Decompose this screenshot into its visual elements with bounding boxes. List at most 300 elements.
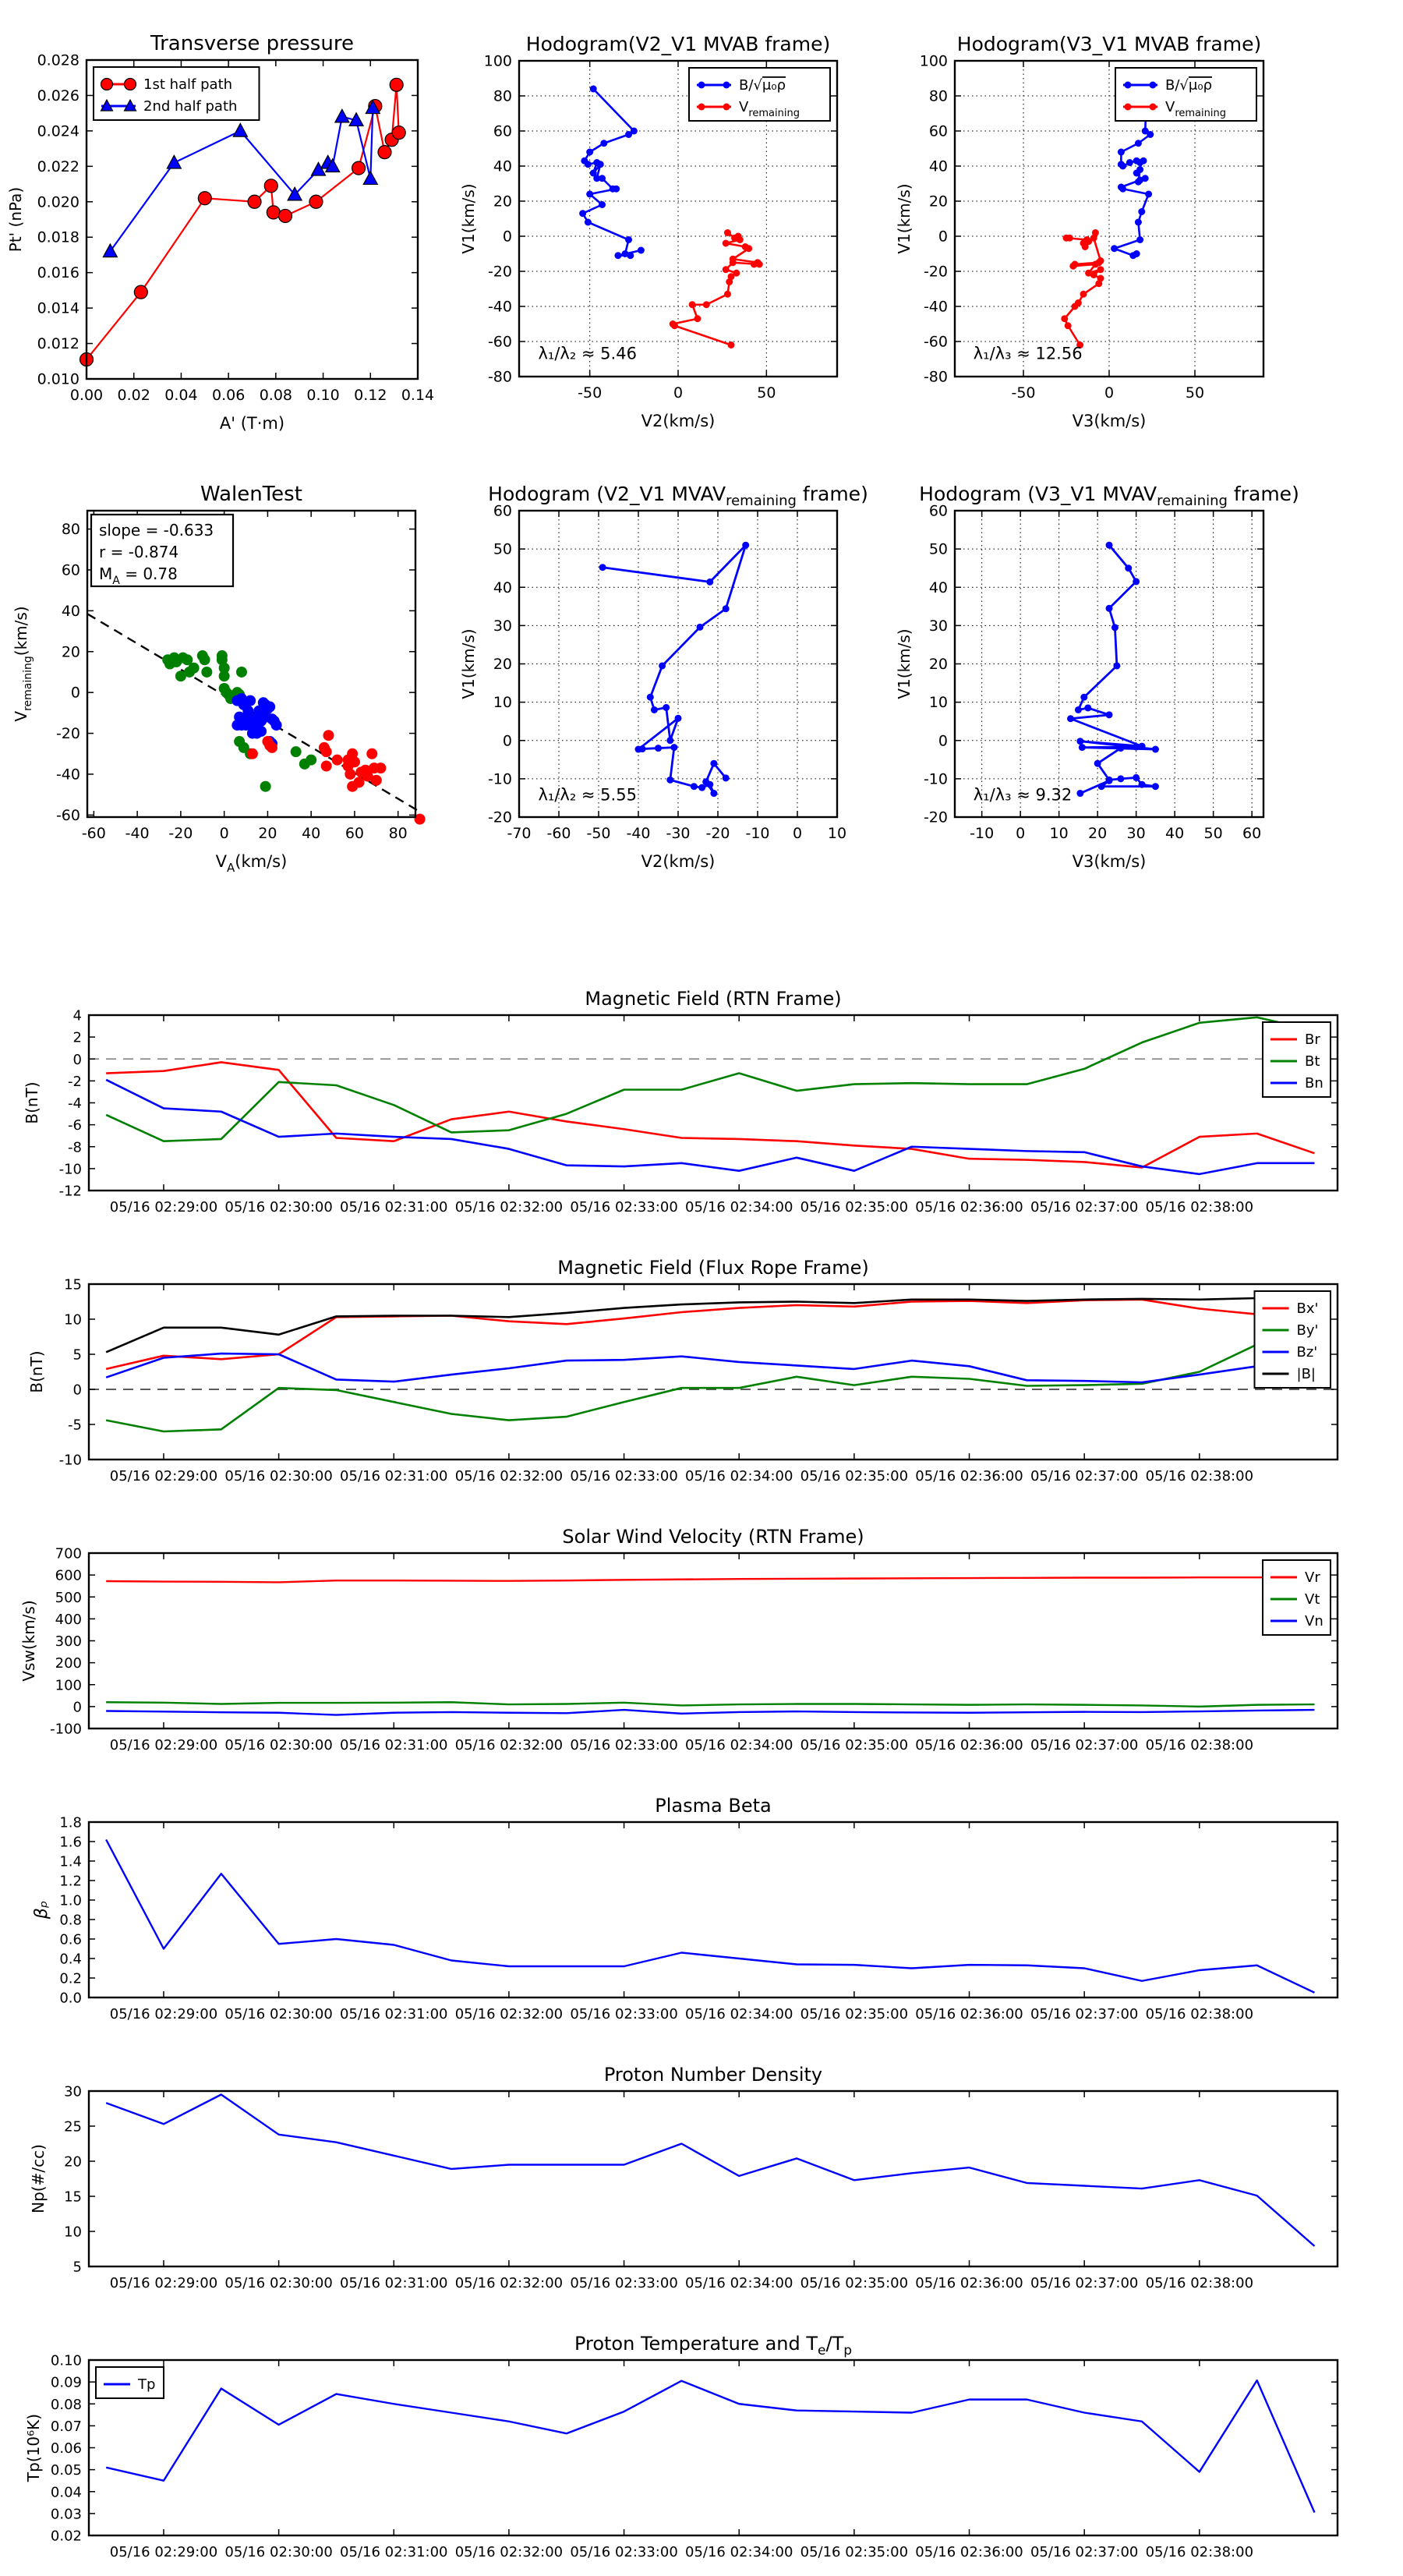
svg-text:-70: -70 xyxy=(507,825,532,842)
svg-text:05/16 02:37:00: 05/16 02:37:00 xyxy=(1030,1737,1139,1753)
svg-text:05/16 02:30:00: 05/16 02:30:00 xyxy=(224,1468,333,1484)
svg-text:05/16 02:32:00: 05/16 02:32:00 xyxy=(454,2544,564,2560)
svg-text:05/16 02:30:00: 05/16 02:30:00 xyxy=(224,2006,333,2022)
svg-text:0.04: 0.04 xyxy=(164,387,198,404)
svg-text:0.02: 0.02 xyxy=(50,2528,82,2545)
svg-text:-60: -60 xyxy=(81,825,106,842)
ts_rtn-axis-frame xyxy=(89,1015,1338,1191)
svg-text:0.026: 0.026 xyxy=(37,87,80,104)
ts_flux-series-Bz'-line xyxy=(106,1353,1314,1382)
svg-text:0: 0 xyxy=(72,1382,82,1399)
svg-text:50: 50 xyxy=(757,384,776,402)
h2-annotation: λ₁/λ₃ ≈ 12.56 xyxy=(973,344,1083,363)
ts_rtn-title: Magnetic Field (RTN Frame) xyxy=(585,988,842,1010)
svg-text:05/16 02:37:00: 05/16 02:37:00 xyxy=(1030,1199,1139,1215)
svg-text:100: 100 xyxy=(55,1677,82,1694)
tp-y-axis-label: Pt' (nPa) xyxy=(6,186,25,253)
svg-text:05/16 02:33:00: 05/16 02:33:00 xyxy=(570,1199,678,1215)
h3-x-axis-label: V2(km/s) xyxy=(641,852,716,871)
plot-h2 xyxy=(895,33,1263,430)
svg-text:slope = -0.633: slope = -0.633 xyxy=(99,521,214,540)
h3-annotation: λ₁/λ₂ ≈ 5.55 xyxy=(538,785,637,805)
svg-text:0.014: 0.014 xyxy=(37,299,80,317)
svg-text:0.8: 0.8 xyxy=(59,1912,82,1929)
svg-text:05/16 02:31:00: 05/16 02:31:00 xyxy=(340,2544,448,2560)
ts_np-ticks xyxy=(89,2091,1338,2266)
svg-text:0: 0 xyxy=(502,732,512,750)
plot-ts_flux xyxy=(27,1257,1338,1484)
svg-text:10: 10 xyxy=(928,694,948,712)
svg-text:10: 10 xyxy=(827,825,847,842)
ts_vel-title: Solar Wind Velocity (RTN Frame) xyxy=(562,1526,864,1548)
ts_np-tick-labels xyxy=(64,2084,1253,2292)
ts_beta-series-beta_p-line xyxy=(106,1840,1314,1993)
svg-text:0: 0 xyxy=(70,684,80,702)
svg-text:-10: -10 xyxy=(745,825,770,842)
svg-text:500: 500 xyxy=(55,1589,82,1606)
svg-text:50: 50 xyxy=(928,540,948,558)
svg-text:0: 0 xyxy=(1016,825,1026,842)
h4-title: Hodogram (V3_V1 $MVAV_{remaining}$ frame) xyxy=(919,483,1299,509)
svg-text:05/16 02:29:00: 05/16 02:29:00 xyxy=(109,2544,218,2560)
svg-text:05/16 02:35:00: 05/16 02:35:00 xyxy=(800,2275,909,2291)
svg-text:0.08: 0.08 xyxy=(50,2396,82,2413)
ts_tp-tick-labels xyxy=(51,2353,1253,2561)
svg-text:05/16 02:34:00: 05/16 02:34:00 xyxy=(685,1199,793,1215)
svg-text:25: 25 xyxy=(64,2118,82,2135)
ts_flux-title: Magnetic Field (Flux Rope Frame) xyxy=(557,1257,869,1279)
svg-text:0.6: 0.6 xyxy=(59,1931,82,1948)
svg-text:05/16 02:32:00: 05/16 02:32:00 xyxy=(454,1468,564,1484)
h2-legend xyxy=(1115,68,1256,121)
svg-text:05/16 02:32:00: 05/16 02:32:00 xyxy=(454,1737,564,1753)
svg-text:05/16 02:32:00: 05/16 02:32:00 xyxy=(454,2006,564,2022)
svg-text:0.022: 0.022 xyxy=(37,157,80,175)
svg-text:0: 0 xyxy=(938,732,948,750)
svg-text:05/16 02:29:00: 05/16 02:29:00 xyxy=(109,1737,218,1753)
svg-text:40: 40 xyxy=(928,157,948,175)
ts_vel-y-axis-label: Vsw(km/s) xyxy=(19,1600,38,1682)
svg-text:05/16 02:37:00: 05/16 02:37:00 xyxy=(1030,2544,1139,2560)
svg-text:0.4: 0.4 xyxy=(59,1951,82,1968)
ts_rtn-y-axis-label: B(nT) xyxy=(23,1081,41,1124)
h1-series-Vrem-markers xyxy=(670,229,763,349)
h4-grid xyxy=(955,511,1263,817)
svg-text:0.024: 0.024 xyxy=(37,122,80,140)
svg-text:1.2: 1.2 xyxy=(59,1873,82,1890)
svg-text:60: 60 xyxy=(493,122,512,140)
svg-text:MA = 0.78: $M_A = 0.78$ xyxy=(99,564,178,587)
ts_flux-legend-label: By' xyxy=(1296,1322,1319,1339)
svg-text:05/16 02:38:00: 05/16 02:38:00 xyxy=(1145,2544,1254,2560)
tp-legend xyxy=(94,67,260,120)
svg-text:15: 15 xyxy=(64,1276,82,1293)
ts_rtn-legend-label: Bt xyxy=(1305,1053,1320,1070)
svg-text:5: 5 xyxy=(72,2259,82,2276)
svg-text:30: 30 xyxy=(64,2083,82,2100)
svg-text:30: 30 xyxy=(1126,825,1146,842)
svg-text:05/16 02:36:00: 05/16 02:36:00 xyxy=(915,2275,1023,2291)
svg-text:20: 20 xyxy=(61,643,80,661)
svg-text:-8: -8 xyxy=(68,1139,82,1156)
svg-text:-10: -10 xyxy=(970,825,995,842)
svg-text:0.028: 0.028 xyxy=(37,51,80,69)
svg-text:0.06: 0.06 xyxy=(211,387,246,404)
svg-text:1.6: 1.6 xyxy=(59,1834,82,1851)
svg-text:05/16 02:34:00: 05/16 02:34:00 xyxy=(685,1468,793,1484)
svg-text:05/16 02:34:00: 05/16 02:34:00 xyxy=(685,2006,793,2022)
ts_rtn-legend-label: Br xyxy=(1305,1031,1320,1048)
ts_flux-series-|B|-line xyxy=(106,1298,1314,1352)
plot-ts_rtn xyxy=(23,988,1338,1215)
svg-text:05/16 02:38:00: 05/16 02:38:00 xyxy=(1145,1737,1254,1753)
svg-text:05/16 02:33:00: 05/16 02:33:00 xyxy=(570,1468,678,1484)
ts_np-title: Proton Number Density xyxy=(603,2064,823,2086)
svg-text:0.14: 0.14 xyxy=(401,387,435,404)
plot-ts_tp xyxy=(24,2333,1338,2560)
ts_tp-series-Tp-line xyxy=(106,2380,1314,2512)
walen-y-axis-label: $V_{remaining}(km/s)$ xyxy=(12,606,34,722)
svg-text:-20: -20 xyxy=(923,263,948,281)
svg-text:0.10: 0.10 xyxy=(306,387,340,404)
ts_rtn-series-Br-line xyxy=(106,1062,1314,1167)
plot-walen xyxy=(12,483,426,875)
plot-ts_beta xyxy=(32,1795,1338,2022)
svg-text:20: 20 xyxy=(1088,825,1108,842)
ts_vel-legend-label: Vr xyxy=(1305,1569,1320,1586)
svg-text:0.04: 0.04 xyxy=(50,2484,82,2501)
svg-text:2: 2 xyxy=(72,1029,82,1046)
h4-annotation: λ₁/λ₃ ≈ 9.32 xyxy=(973,785,1073,805)
svg-text:40: 40 xyxy=(493,579,512,596)
h2-legend-label: B/√μ₀ρ xyxy=(1165,77,1212,94)
h3-series-V-line xyxy=(603,545,746,793)
svg-text:0: 0 xyxy=(219,825,229,842)
svg-text:05/16 02:31:00: 05/16 02:31:00 xyxy=(340,1199,448,1215)
svg-text:05/16 02:29:00: 05/16 02:29:00 xyxy=(109,2006,218,2022)
h3-y-axis-label: V1(km/s) xyxy=(459,628,478,699)
ts_vel-series-Vn-line xyxy=(106,1710,1314,1714)
svg-text:40: 40 xyxy=(493,157,512,175)
svg-text:0.0: 0.0 xyxy=(59,1990,82,2007)
svg-text:05/16 02:33:00: 05/16 02:33:00 xyxy=(570,2544,678,2560)
svg-text:05/16 02:38:00: 05/16 02:38:00 xyxy=(1145,2006,1254,2022)
svg-text:5: 5 xyxy=(72,1346,82,1364)
ts_beta-ticks xyxy=(89,1822,1338,1997)
svg-text:-60: -60 xyxy=(55,806,80,824)
svg-text:0.00: 0.00 xyxy=(69,387,104,404)
svg-text:05/16 02:38:00: 05/16 02:38:00 xyxy=(1145,1468,1254,1484)
svg-text:60: 60 xyxy=(345,825,365,842)
svg-text:60: 60 xyxy=(493,502,512,520)
svg-text:60: 60 xyxy=(1242,825,1262,842)
svg-text:05/16 02:32:00: 05/16 02:32:00 xyxy=(454,2275,564,2291)
svg-text:0.09: 0.09 xyxy=(50,2374,82,2391)
svg-text:05/16 02:31:00: 05/16 02:31:00 xyxy=(340,1737,448,1753)
svg-text:200: 200 xyxy=(55,1655,82,1672)
svg-text:100: 100 xyxy=(919,52,948,70)
tp-legend-label: 1st half path xyxy=(143,76,233,93)
svg-text:0.10: 0.10 xyxy=(50,2352,82,2369)
ts_vel-series-Vt-line xyxy=(106,1702,1314,1707)
svg-text:05/16 02:37:00: 05/16 02:37:00 xyxy=(1030,2275,1139,2291)
svg-text:20: 20 xyxy=(493,656,512,673)
svg-text:05/16 02:35:00: 05/16 02:35:00 xyxy=(800,1199,909,1215)
h2-series-Vrem-markers xyxy=(1061,229,1104,349)
walen-x-axis-label: $V_A(km/s)$ xyxy=(215,852,288,875)
ts_rtn-legend xyxy=(1263,1022,1331,1097)
plot-h3 xyxy=(459,483,868,871)
svg-text:0.010: 0.010 xyxy=(37,370,80,388)
ts_beta-title: Plasma Beta xyxy=(655,1795,772,1817)
svg-text:05/16 02:37:00: 05/16 02:37:00 xyxy=(1030,1468,1139,1484)
svg-text:-40: -40 xyxy=(923,298,948,316)
h1-x-axis-label: V2(km/s) xyxy=(641,412,716,430)
ts_np-y-axis-label: Np(#/cc) xyxy=(29,2144,48,2213)
h4-x-axis-label: V3(km/s) xyxy=(1072,852,1147,871)
ts_rtn-tick-labels xyxy=(59,1008,1253,1216)
svg-text:10: 10 xyxy=(64,1311,82,1329)
h1-legend-label: B/√μ₀ρ xyxy=(739,77,786,94)
ts_flux-legend-label: Bz' xyxy=(1296,1344,1318,1361)
plot-h4 xyxy=(895,483,1299,871)
h3-grid xyxy=(519,511,837,817)
svg-text:20: 20 xyxy=(928,193,948,211)
h1-legend xyxy=(689,68,830,121)
svg-text:-60: -60 xyxy=(546,825,571,842)
svg-text:-20: -20 xyxy=(168,825,193,842)
svg-text:40: 40 xyxy=(61,602,80,620)
ts_beta-tick-labels xyxy=(59,1815,1253,2023)
svg-text:-50: -50 xyxy=(586,825,611,842)
ts_beta-y-axis-label: βₚ xyxy=(32,1900,51,1920)
svg-text:1.4: 1.4 xyxy=(59,1853,82,1870)
svg-text:05/16 02:36:00: 05/16 02:36:00 xyxy=(915,2006,1023,2022)
svg-text:-2: -2 xyxy=(68,1073,82,1090)
tp-x-axis-label: A' (T·m) xyxy=(219,414,285,433)
h2-title: Hodogram(V3_V1 MVAB frame) xyxy=(956,33,1262,55)
svg-text:100: 100 xyxy=(483,52,512,70)
svg-text:60: 60 xyxy=(928,122,948,140)
ts_vel-legend-label: Vt xyxy=(1305,1591,1320,1608)
svg-text:05/16 02:30:00: 05/16 02:30:00 xyxy=(224,1199,333,1215)
svg-text:05/16 02:36:00: 05/16 02:36:00 xyxy=(915,1199,1023,1215)
svg-text:0.2: 0.2 xyxy=(59,1970,82,1987)
walen-title: WalenTest xyxy=(200,483,302,506)
svg-text:300: 300 xyxy=(55,1633,82,1650)
svg-text:400: 400 xyxy=(55,1611,82,1628)
svg-text:05/16 02:35:00: 05/16 02:35:00 xyxy=(800,2006,909,2022)
svg-text:0.05: 0.05 xyxy=(50,2462,82,2479)
svg-text:0.012: 0.012 xyxy=(37,335,80,353)
svg-text:80: 80 xyxy=(388,825,408,842)
svg-text:0: 0 xyxy=(938,228,948,246)
svg-text:05/16 02:38:00: 05/16 02:38:00 xyxy=(1145,1199,1254,1215)
svg-text:0.018: 0.018 xyxy=(37,228,80,246)
svg-text:30: 30 xyxy=(493,617,512,635)
ts_flux-y-axis-label: B(nT) xyxy=(27,1350,46,1393)
ts_rtn-legend-label: Bn xyxy=(1305,1075,1323,1092)
svg-text:600: 600 xyxy=(55,1567,82,1584)
svg-text:20: 20 xyxy=(258,825,277,842)
tp-legend-label: 2nd half path xyxy=(143,98,238,115)
svg-text:80: 80 xyxy=(493,87,512,105)
svg-text:05/16 02:36:00: 05/16 02:36:00 xyxy=(915,2544,1023,2560)
h1-title: Hodogram(V2_V1 MVAB frame) xyxy=(525,33,831,55)
ts_vel-series-Vr-line xyxy=(106,1577,1314,1582)
svg-text:0.03: 0.03 xyxy=(50,2506,82,2523)
svg-text:50: 50 xyxy=(1185,384,1205,402)
svg-text:05/16 02:30:00: 05/16 02:30:00 xyxy=(224,2275,333,2291)
svg-text:-40: -40 xyxy=(487,298,512,316)
h1-annotation: λ₁/λ₂ ≈ 5.46 xyxy=(538,344,637,363)
svg-text:05/16 02:38:00: 05/16 02:38:00 xyxy=(1145,2275,1254,2291)
plot-h1 xyxy=(459,33,837,430)
svg-text:50: 50 xyxy=(493,540,512,558)
svg-text:0.016: 0.016 xyxy=(37,264,80,282)
ts_rtn-ticks xyxy=(89,1015,1338,1191)
svg-text:80: 80 xyxy=(928,87,948,105)
h1-legend-label: $V_{remaining}$ xyxy=(739,99,800,119)
ts_beta-axis-frame xyxy=(89,1822,1338,1997)
svg-text:-80: -80 xyxy=(923,368,948,386)
plot-ts_np xyxy=(29,2064,1338,2291)
svg-text:20: 20 xyxy=(64,2153,82,2171)
svg-text:-60: -60 xyxy=(923,333,948,351)
svg-text:05/16 02:35:00: 05/16 02:35:00 xyxy=(800,1468,909,1484)
ts_vel-legend xyxy=(1263,1560,1331,1635)
svg-text:-40: -40 xyxy=(626,825,651,842)
svg-text:40: 40 xyxy=(928,579,948,596)
svg-text:0.08: 0.08 xyxy=(259,387,293,404)
h4-y-axis-label: V1(km/s) xyxy=(895,628,914,699)
svg-text:05/16 02:36:00: 05/16 02:36:00 xyxy=(915,1468,1023,1484)
svg-text:0: 0 xyxy=(1104,384,1115,402)
svg-text:05/16 02:31:00: 05/16 02:31:00 xyxy=(340,1468,448,1484)
svg-text:05/16 02:35:00: 05/16 02:35:00 xyxy=(800,2544,909,2560)
svg-text:-100: -100 xyxy=(50,1721,82,1738)
svg-text:-40: -40 xyxy=(125,825,150,842)
walen-stats-box xyxy=(91,515,233,587)
ts_tp-ticks xyxy=(89,2360,1338,2535)
svg-text:05/16 02:34:00: 05/16 02:34:00 xyxy=(685,2275,793,2291)
svg-text:4: 4 xyxy=(72,1007,82,1024)
svg-text:-50: -50 xyxy=(578,384,603,402)
svg-text:-20: -20 xyxy=(705,825,730,842)
svg-text:05/16 02:31:00: 05/16 02:31:00 xyxy=(340,2006,448,2022)
svg-text:-20: -20 xyxy=(487,263,512,281)
ts_tp-legend-label: Tp xyxy=(138,2376,156,2393)
svg-text:1.0: 1.0 xyxy=(59,1892,82,1909)
plot-ts_vel xyxy=(19,1526,1338,1753)
svg-text:-5: -5 xyxy=(68,1417,82,1434)
h3-title: Hodogram (V2_V1 $MVAV_{remaining}$ frame) xyxy=(488,483,868,509)
ts_tp-axis-frame xyxy=(89,2360,1338,2535)
svg-text:0.020: 0.020 xyxy=(37,193,80,211)
svg-text:05/16 02:33:00: 05/16 02:33:00 xyxy=(570,1737,678,1753)
h2-y-axis-label: V1(km/s) xyxy=(895,183,914,254)
svg-text:r = -0.874: r = -0.874 xyxy=(99,543,179,561)
svg-text:05/16 02:33:00: 05/16 02:33:00 xyxy=(570,2275,678,2291)
svg-text:60: 60 xyxy=(928,502,948,520)
h2-legend-label: $V_{remaining}$ xyxy=(1165,99,1226,119)
svg-text:05/16 02:29:00: 05/16 02:29:00 xyxy=(109,1199,218,1215)
walen-series-edge-markers xyxy=(247,730,426,824)
svg-text:-20: -20 xyxy=(923,809,948,826)
svg-text:05/16 02:37:00: 05/16 02:37:00 xyxy=(1030,2006,1139,2022)
svg-text:10: 10 xyxy=(1049,825,1069,842)
svg-text:0: 0 xyxy=(673,384,684,402)
svg-text:-60: -60 xyxy=(487,333,512,351)
svg-text:-80: -80 xyxy=(487,368,512,386)
svg-text:05/16 02:30:00: 05/16 02:30:00 xyxy=(224,2544,333,2560)
svg-text:05/16 02:34:00: 05/16 02:34:00 xyxy=(685,2544,793,2560)
svg-text:-10: -10 xyxy=(58,1161,82,1178)
svg-text:-30: -30 xyxy=(666,825,691,842)
ts_flux-legend xyxy=(1255,1291,1331,1388)
svg-text:1.8: 1.8 xyxy=(59,1814,82,1831)
svg-text:-4: -4 xyxy=(68,1095,82,1112)
svg-text:30: 30 xyxy=(928,617,948,635)
svg-text:40: 40 xyxy=(302,825,321,842)
svg-text:80: 80 xyxy=(61,521,80,539)
svg-text:40: 40 xyxy=(1165,825,1185,842)
svg-text:05/16 02:29:00: 05/16 02:29:00 xyxy=(109,1468,218,1484)
svg-text:-10: -10 xyxy=(58,1452,82,1469)
svg-text:0.06: 0.06 xyxy=(50,2440,82,2457)
svg-text:0.07: 0.07 xyxy=(50,2418,82,2435)
svg-text:-10: -10 xyxy=(923,770,948,788)
h3-series-V-markers xyxy=(599,542,750,797)
svg-text:-40: -40 xyxy=(55,766,80,784)
ts_tp-y-axis-label: Tp(10⁶K) xyxy=(24,2413,43,2482)
ts_flux-legend-label: Bx' xyxy=(1296,1300,1319,1317)
svg-text:05/16 02:32:00: 05/16 02:32:00 xyxy=(454,1199,564,1215)
svg-text:05/16 02:36:00: 05/16 02:36:00 xyxy=(915,1737,1023,1753)
plot-tp xyxy=(6,32,434,433)
svg-text:05/16 02:35:00: 05/16 02:35:00 xyxy=(800,1737,909,1753)
svg-text:05/16 02:31:00: 05/16 02:31:00 xyxy=(340,2275,448,2291)
svg-text:05/16 02:34:00: 05/16 02:34:00 xyxy=(685,1737,793,1753)
svg-text:05/16 02:30:00: 05/16 02:30:00 xyxy=(224,1737,333,1753)
h2-x-axis-label: V3(km/s) xyxy=(1072,412,1147,430)
svg-text:50: 50 xyxy=(1203,825,1223,842)
svg-text:0: 0 xyxy=(502,228,512,246)
ts_tp-legend xyxy=(96,2367,164,2398)
tp-title: Transverse pressure xyxy=(150,32,354,55)
h1-y-axis-label: V1(km/s) xyxy=(459,183,478,254)
svg-text:60: 60 xyxy=(61,561,80,579)
svg-text:700: 700 xyxy=(55,1545,82,1562)
ts_flux-legend-label: |B| xyxy=(1296,1366,1316,1382)
svg-text:-50: -50 xyxy=(1011,384,1036,402)
svg-text:-6: -6 xyxy=(68,1117,82,1134)
svg-text:10: 10 xyxy=(64,2224,82,2241)
svg-text:0.02: 0.02 xyxy=(117,387,150,404)
svg-text:20: 20 xyxy=(493,193,512,211)
svg-text:10: 10 xyxy=(493,694,512,712)
svg-text:-20: -20 xyxy=(487,809,512,826)
ts_tp-title: Proton Temperature and $T_e/T_p$ xyxy=(574,2333,853,2358)
ts_rtn-series-Bn-line xyxy=(106,1080,1314,1174)
svg-text:0: 0 xyxy=(72,1699,82,1716)
svg-text:0.12: 0.12 xyxy=(354,387,387,404)
svg-text:15: 15 xyxy=(64,2189,82,2206)
h4-series-V-line xyxy=(1071,545,1156,793)
svg-text:05/16 02:33:00: 05/16 02:33:00 xyxy=(570,2006,678,2022)
ts_vel-legend-label: Vn xyxy=(1305,1613,1323,1629)
svg-text:-12: -12 xyxy=(58,1183,82,1200)
